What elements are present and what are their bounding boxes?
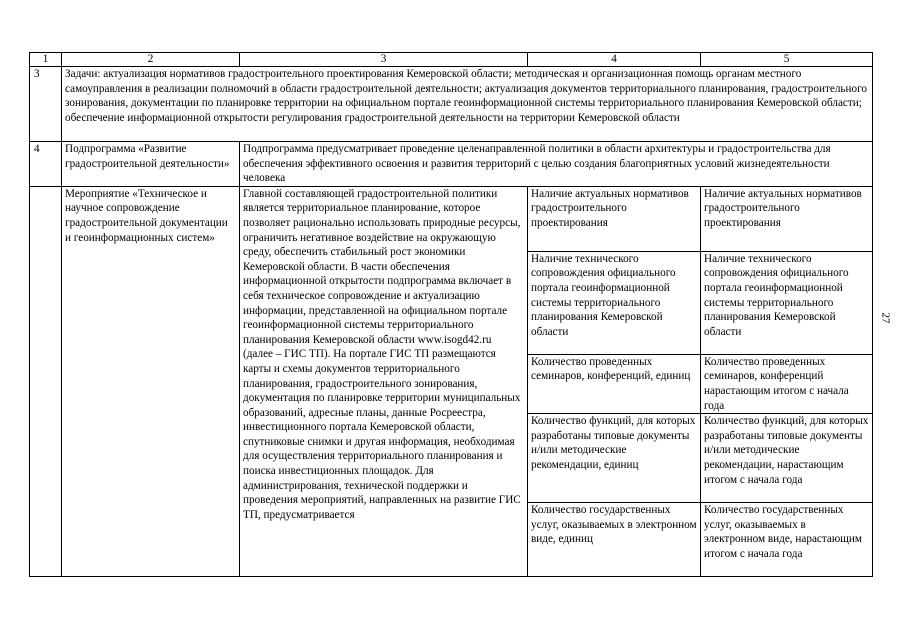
- program-table: [29, 52, 873, 577]
- activity-description: Главной составляющей градостроительной политики является территориальное планирование, которое позволяет рационально использовать природные ресурсы, ограничить негативное воздействие на окружающую среду, обеспечить стабильный рост экономики Кемеровской области. В части обеспечения информационной открытости подпрограмма включает в себя техническое сопровождение и актуализацию информации, представленной на официальном портале геоинформационной системы территориального планирования Кемеровской области www.isogd42.ru (далее – ГИС ТП). На портале ГИС ТП размещаются карты и схемы документов территориального планирования, градостроительного зонирования, документация по планировке территории муниципальных образований, адресные планы, данные Росреестра, инвестиционного портала Кемеровской области, спутниковые снимки и другая информация, необходимая для осуществления территориального планирования и поиска инвестиционных площадок. Для администрирования, технической поддержки и проведения мероприятий, направленных на развитие ГИС ТП, предусматривается: [240, 186, 528, 576]
- indicator-col4: Количество проведенных семинаров, конференций, единиц: [528, 354, 701, 413]
- table-row-activity: [30, 186, 873, 251]
- row-number: 3: [30, 67, 62, 142]
- indicator-col5: Наличие актуальных нормативов градостроительного проектирования: [701, 186, 873, 251]
- indicator-col5: Наличие технического сопровождения официального портала геоинформационной системы территориального планирования Кемеровской области: [701, 251, 873, 354]
- table-header-row: [30, 53, 873, 67]
- indicator-col4: Количество функций, для которых разработаны типовые документы и/или методические рекомендации, единиц: [528, 414, 701, 503]
- indicator-col4: Наличие технического сопровождения официального портала геоинформационной системы территориального планирования Кемеровской области: [528, 251, 701, 354]
- indicator-col4: Количество государственных услуг, оказываемых в электронном виде, единиц: [528, 503, 701, 577]
- column-number-2: 2: [62, 53, 240, 67]
- page-number: 27: [879, 312, 892, 324]
- row-number: [30, 186, 62, 576]
- indicator-col5: Количество государственных услуг, оказываемых в электронном виде, нарастающим итогом с начала года: [701, 503, 873, 577]
- row-number: 4: [30, 142, 62, 187]
- indicator-col4: Наличие актуальных нормативов градостроительного проектирования: [528, 186, 701, 251]
- tasks-text: Задачи: актуализация нормативов градостроительного проектирования Кемеровской области; методическая и организационная помощь органам местного самоуправления в реализации полномочий в области градостроительной деятельности; актуализация документов территориального планирования, градостроительного зонирования, документации по планировке территории на официальном портале геоинформационной системы территориального планирования Кемеровской области; обеспечение информационной открытости регулирования градостроительной деятельности на территории Кемеровской области: [62, 67, 873, 142]
- table-row-tasks: [30, 67, 873, 142]
- document-page: [29, 52, 872, 577]
- table-row-subprogram: [30, 142, 873, 187]
- subprogram-name: Подпрограмма «Развитие градостроительной деятельности»: [62, 142, 240, 187]
- column-number-1: 1: [30, 53, 62, 67]
- column-number-5: 5: [701, 53, 873, 67]
- column-number-4: 4: [528, 53, 701, 67]
- indicator-col5: Количество функций, для которых разработаны типовые документы и/или методические рекомендации, нарастающим итогом с начала года: [701, 414, 873, 503]
- activity-name: Мероприятие «Техническое и научное сопровождение градостроительной документации и геоинформационных систем»: [62, 186, 240, 576]
- subprogram-description: Подпрограмма предусматривает проведение целенаправленной политики в области архитектуры и градостроительства для обеспечения эффективного освоения и развития территорий с целью создания благоприятных условий жизнедеятельности человека: [240, 142, 873, 187]
- column-number-3: 3: [240, 53, 528, 67]
- indicator-col5: Количество проведенных семинаров, конференций нарастающим итогом с начала года: [701, 354, 873, 413]
